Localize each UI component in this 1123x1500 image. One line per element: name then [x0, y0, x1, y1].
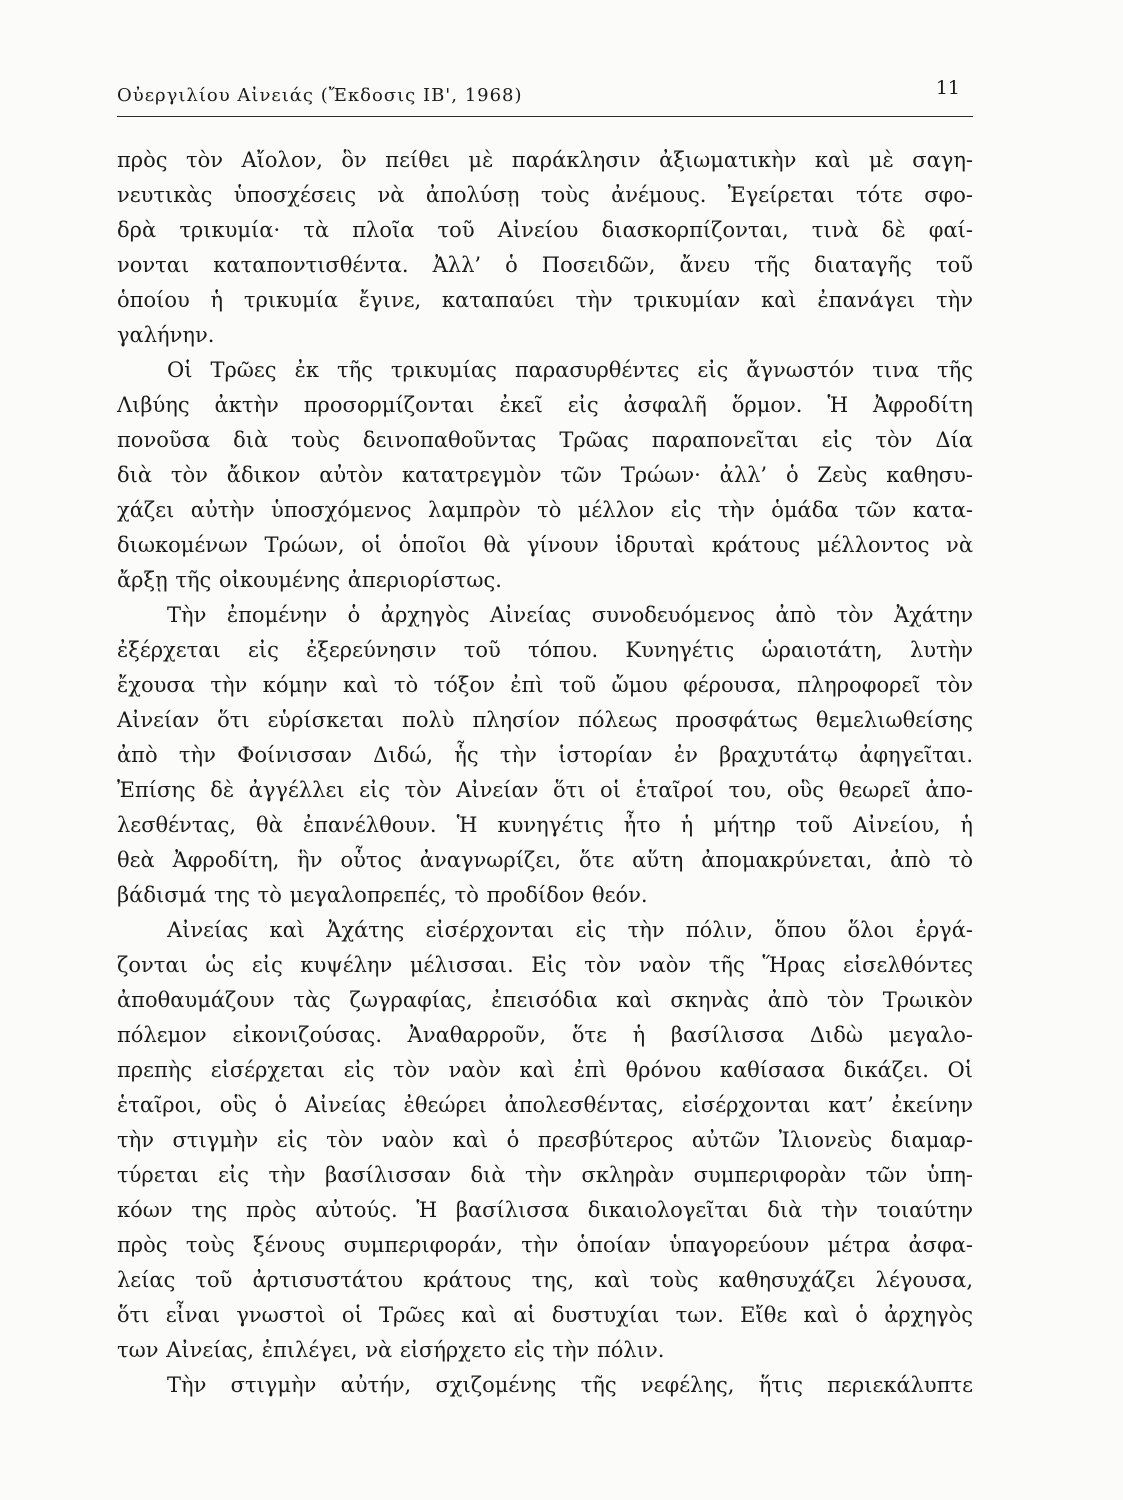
- text-line: διὰ τὸν ἄδικον αὐτὸν κατατρεγμὸν τῶν Τρώων· ἀλλ’ ὁ Ζεὺς καθησυ-: [117, 463, 973, 487]
- text-line: λείας τοῦ ἀρτισυστάτου κράτους της, καὶ τοὺς καθησυχάζει λέγουσα,: [117, 1268, 973, 1292]
- paragraph: [117, 913, 973, 1368]
- header-rule: [117, 116, 973, 117]
- text-line: λεσθέντας, θὰ ἐπανέλθουν. Ἡ κυνηγέτις ἦτο ἡ μήτηρ τοῦ Αἰνείου, ἡ: [117, 813, 973, 837]
- text-line: ἐξέρχεται εἰς ἐξερεύνησιν τοῦ τόπου. Κυνηγέτις ὡραιοτάτη, λυτὴν: [117, 638, 973, 662]
- text-line: ἔχουσα τὴν κόμην καὶ τὸ τόξον ἐπὶ τοῦ ὤμου φέρουσα, πληροφορεῖ τὸν: [117, 673, 973, 697]
- text-line: ὁποίου ἡ τρικυμία ἔγινε, καταπαύει τὴν τρικυμίαν καὶ ἐπανάγει τὴν: [117, 288, 973, 312]
- text-line: τύρεται εἰς τὴν βασίλισσαν διὰ τὴν σκληρὰν συμπεριφορὰν τῶν ὑπη-: [117, 1163, 973, 1187]
- text-line: Τὴν στιγμὴν αὐτήν, σχιζομένης τῆς νεφέλης, ἥτις περιεκάλυπτε: [167, 1373, 973, 1397]
- text-line: ἑταῖροι, οὓς ὁ Αἰνείας ἐθεώρει ἀπολεσθέντας, εἰσέρχονται κατ’ ἐκείνην: [117, 1093, 973, 1117]
- text-line: κόων της πρὸς αὐτούς. Ἡ βασίλισσα δικαιολογεῖται διὰ τὴν τοιαύτην: [117, 1198, 973, 1222]
- text-line: πρὸς τὸν Αἴολον, ὃν πείθει μὲ παράκλησιν ἀξιωματικὴν καὶ μὲ σαγη-: [117, 148, 973, 172]
- text-line: ὅτι εἶναι γνωστοὶ οἱ Τρῶες καὶ αἱ δυστυχίαι των. Εἴθε καὶ ὁ ἀρχηγὸς: [117, 1303, 973, 1327]
- text-line: διωκομένων Τρώων, οἱ ὁποῖοι θὰ γίνουν ἱδρυταὶ κράτους μέλλοντος νὰ: [117, 533, 973, 557]
- paragraph: [117, 353, 973, 598]
- text-line: Ἐπίσης δὲ ἀγγέλλει εἰς τὸν Αἰνείαν ὅτι οἱ ἑταῖροί του, οὓς θεωρεῖ ἀπο-: [117, 778, 973, 802]
- text-line: βάδισμά της τὸ μεγαλοπρεπές, τὸ προδίδον θεόν.: [117, 883, 648, 907]
- text-line: ἄρξῃ τῆς οἰκουμένης ἀπεριορίστως.: [117, 568, 502, 592]
- text-line: Οἱ Τρῶες ἐκ τῆς τρικυμίας παρασυρθέντες εἰς ἄγνωστόν τινα τῆς: [167, 358, 973, 382]
- paragraph: [117, 1368, 973, 1403]
- text-line: ἀπὸ τὴν Φοίνισσαν Διδώ, ἧς τὴν ἱστορίαν ἐν βραχυτάτῳ ἀφηγεῖται.: [117, 743, 973, 767]
- text-line: χάζει αὐτὴν ὑποσχόμενος λαμπρὸν τὸ μέλλον εἰς τὴν ὁμάδα τῶν κατα-: [117, 498, 973, 522]
- text-line: πόλεμον εἰκονιζούσας. Ἀναθαρροῦν, ὅτε ἡ βασίλισσα Διδὼ μεγαλο-: [117, 1023, 973, 1047]
- text-line: Τὴν ἐπομένην ὁ ἀρχηγὸς Αἰνείας συνοδευόμενος ἀπὸ τὸν Ἀχάτην: [167, 603, 973, 627]
- paragraph: [117, 598, 973, 913]
- text-line: Αἰνείας καὶ Ἀχάτης εἰσέρχονται εἰς τὴν πόλιν, ὅπου ὅλοι ἐργά-: [167, 918, 973, 942]
- text-line: θεὰ Ἀφροδίτη, ἣν οὗτος ἀναγνωρίζει, ὅτε αὕτη ἀπομακρύνεται, ἀπὸ τὸ: [117, 848, 973, 872]
- text-line: Αἰνείαν ὅτι εὑρίσκεται πολὺ πλησίον πόλεως προσφάτως θεμελιωθείσης: [117, 708, 973, 732]
- text-line: των Αἰνείας, ἐπιλέγει, νὰ εἰσήρχετο εἰς τὴν πόλιν.: [117, 1338, 665, 1362]
- text-line: Λιβύης ἀκτὴν προσορμίζονται ἐκεῖ εἰς ἀσφαλῆ ὅρμον. Ἡ Ἀφροδίτη: [117, 393, 973, 417]
- running-head: Οὐεργιλίου Αἰνειάς (Ἔκδοσις ΙΒ', 1968): [117, 85, 523, 106]
- text-line: πρὸς τοὺς ξένους συμπεριφοράν, τὴν ὁποίαν ὑπαγορεύουν μέτρα ἀσφα-: [117, 1233, 973, 1257]
- text-line: νευτικὰς ὑποσχέσεις νὰ ἀπολύσῃ τοὺς ἀνέμους. Ἐγείρεται τότε σφο-: [117, 183, 973, 207]
- body-text: [117, 143, 973, 1403]
- text-line: ζονται ὡς εἰς κυψέλην μέλισσαι. Εἰς τὸν ναὸν τῆς Ἥρας εἰσελθόντες: [117, 953, 973, 977]
- page-number: 11: [935, 77, 960, 99]
- text-line: πρεπὴς εἰσέρχεται εἰς τὸν ναὸν καὶ ἐπὶ θρόνου καθίσασα δικάζει. Οἱ: [117, 1058, 973, 1082]
- text-line: δρὰ τρικυμία· τὰ πλοῖα τοῦ Αἰνείου διασκορπίζονται, τινὰ δὲ φαί-: [117, 218, 973, 242]
- text-line: πονοῦσα διὰ τοὺς δεινοπαθοῦντας Τρῶας παραπονεῖται εἰς τὸν Δία: [117, 428, 973, 452]
- text-line: τὴν στιγμὴν εἰς τὸν ναὸν καὶ ὁ πρεσβύτερος αὐτῶν Ἰλιονεὺς διαμαρ-: [117, 1128, 973, 1152]
- text-line: γαλήνην.: [117, 323, 215, 347]
- text-line: νονται καταποντισθέντα. Ἀλλ’ ὁ Ποσειδῶν, ἄνευ τῆς διαταγῆς τοῦ: [117, 253, 973, 277]
- text-line: ἀποθαυμάζουν τὰς ζωγραφίας, ἐπεισόδια καὶ σκηνὰς ἀπὸ τὸν Τρωικὸν: [117, 988, 973, 1012]
- paragraph: [117, 143, 973, 353]
